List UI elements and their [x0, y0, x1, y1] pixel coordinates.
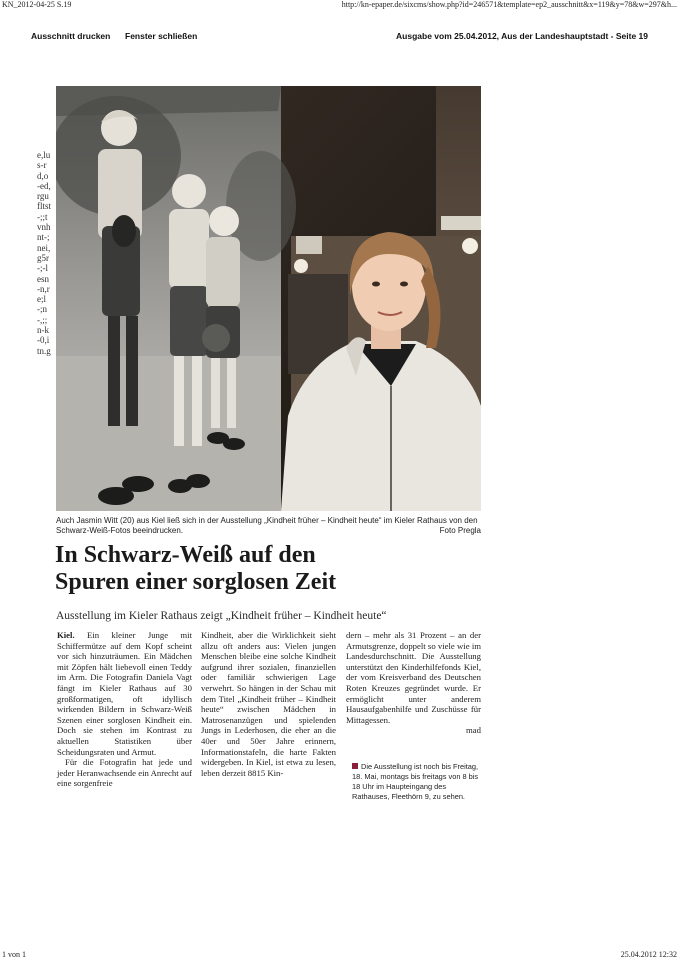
exhibition-info-box — [352, 762, 482, 802]
column-2-text: Kindheit, aber die Wirklichkeit sieht allzu oft anders aus: Vielen jungen Menschen bleibe eine solche Kindheit aufgrund ihrer sozialen, finanziellen oder familiär schwierigen Lage verwehrt. So hängen in der Schau mit dem Titel „Kindheit früher – Kindheit heute“ zwischen Mädchen in Matrosenanzügen und spielenden Jungs in Lederhosen, die eher an die 40er und 50er Jahre erinnern, Informationstafeln, die harte Fakten widergeben. In Kiel, ist etwa zu lesen, leben derzeit 8815 Kin- — [201, 630, 336, 778]
print-clipping-label[interactable]: Ausschnitt drucken — [31, 31, 111, 41]
article-column-3 — [346, 630, 481, 736]
page-header-url: http://kn-epaper.de/sixcms/show.php?id=246571&template=ep2_ausschnitt&x=119&y=78&w=297&h... — [341, 0, 677, 9]
close-window-label[interactable]: Fenster schließen — [125, 31, 198, 41]
page-footer-timestamp: 25.04.2012 12:32 — [620, 950, 677, 959]
caption-text: Auch Jasmin Witt (20) aus Kiel ließ sich in der Ausstellung „Kindheit früher – Kindheit heute“ im Kieler Rathaus von den Schwarz-Weiß-Fotos beeindrucken. — [56, 516, 478, 535]
page-footer-count: 1 von 1 — [2, 950, 26, 959]
exhibition-info-text: Die Ausstellung ist noch bis Freitag, 18. Mai, montags bis freitags von 8 bis 18 Uhr im Haupteingang des Rathauses, Fleethörn 9, zu sehen. — [352, 762, 479, 801]
article-subheadline: Ausstellung im Kieler Rathaus zeigt „Kindheit früher – Kindheit heute“ — [56, 610, 387, 622]
headline-line-1: In Schwarz-Weiß auf den — [55, 542, 316, 568]
print-clipping-link[interactable] — [31, 31, 110, 41]
column-3-text: dern – mehr als 31 Prozent – an der Armutsgrenze, doppelt so viele wie im Landesdurchschnitt. Die Ausstellung unterstützt den Kinderhilfefonds Kiel, der vom Kreisverband des Deutschen Roten Kreuzes gegründet wurde. Er ermöglicht unter anderem Hausaufgabenhilfe und Zuschüsse für Mittagessen. — [346, 630, 481, 725]
article-dateline: Kiel. — [57, 630, 75, 640]
photo-credit: Foto Pregla — [439, 526, 481, 535]
column-1-paragraph-1: Ein kleiner Junge mit Schiffermütze auf dem Kopf scheint vor sich hinzuträumen. Ein Mädchen mit Zöpfen hält liebevoll einen Teddy im Arm. Die Fotografin Daniela Vagt fängt im Kieler Rathaus auf 30 großformatigen, oft idyllisch wirkenden Bildern in Schwarz-Weiß Szenen einer sorglosen Kindheit ein. Doch sie stehen im Kontrast zu aktuellen Statistiken über Scheidungsraten und Armut. — [57, 630, 193, 757]
article-column-1 — [57, 630, 192, 789]
column-1-paragraph-2: Für die Fotografin hat jede und jeder Heranwachsende ein Anrecht auf eine sorgenfreie — [57, 757, 192, 789]
page-header-title: KN_2012-04-25 S.19 — [2, 0, 72, 9]
article-column-2 — [201, 630, 336, 778]
article-photo — [56, 86, 481, 511]
close-window-link[interactable] — [125, 31, 197, 41]
cropped-neighbor-column: e,lus-rd,o-ed,rgufltst-;;tvnhnt-;nei,g5r-;-lesn-n,re;l-;n-,;;n-k-0,itn.g — [37, 150, 52, 356]
photo-caption — [56, 516, 481, 536]
article-author: mad — [466, 725, 481, 736]
photo-illustration — [56, 86, 481, 511]
headline-line-2: Spuren einer sorglosen Zeit — [55, 569, 337, 595]
info-square-icon — [352, 763, 358, 769]
article-headline — [55, 542, 485, 596]
edition-info: Ausgabe vom 25.04.2012, Aus der Landeshauptstadt - Seite 19 — [396, 31, 648, 41]
